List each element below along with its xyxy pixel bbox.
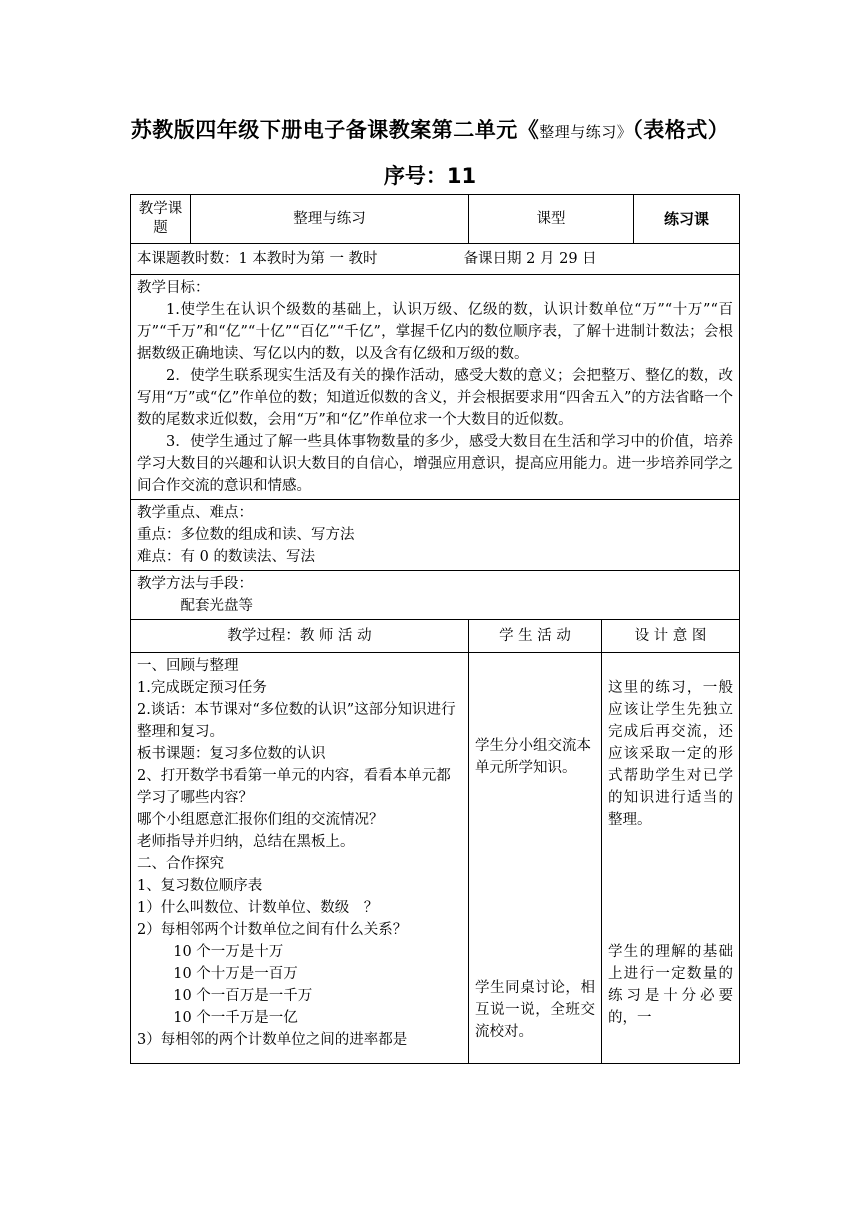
- design-block: 学生的理解的基础上进行一定数量的练习是十分必要的，一: [608, 944, 733, 1026]
- title-suffix: （表格式）: [632, 118, 730, 142]
- teacher-line: 1、复习数位顺序表: [137, 878, 263, 894]
- teacher-line: 2）每相邻两个计数单位之间有什么关系？: [137, 922, 408, 938]
- student-block: 学生分小组交流本单元所学知识。: [475, 738, 591, 776]
- objective-item: 3．使学生通过了解一些具体事物数量的多少，感受大数目在生活和学习中的价值，培养学习大数目的兴趣和认识大数目的自信心，增强应用意识，提高应用能力。进一步培养同学之间合作交流的意识和情感。: [137, 434, 733, 494]
- teacher-line: 哪个小组愿意汇报你们组的交流情况？: [137, 812, 384, 828]
- objectives-row: [131, 275, 740, 500]
- type-value: 练习课: [634, 195, 740, 244]
- process-body-row: [131, 653, 740, 1064]
- header-row: [131, 195, 740, 244]
- design-intent-header: 设 计 意 图: [602, 620, 740, 653]
- methods-value: 配套光盘等: [180, 598, 253, 614]
- teacher-line: 板书课题：复习多位数的认识: [137, 746, 326, 762]
- teacher-line: 一、回顾与整理: [137, 658, 239, 674]
- document-title: [0, 114, 860, 144]
- objectives-label: 教学目标：: [137, 280, 210, 296]
- topic-value: 整理与练习: [191, 195, 469, 244]
- lesson-plan-table: [130, 194, 740, 1064]
- teacher-line: 10 个十万是一百万: [173, 966, 298, 982]
- date-line: 备课日期 2 月 29 日: [463, 251, 597, 267]
- student-block: 学生同桌讨论，相互说一说，全班交流校对。: [475, 980, 595, 1040]
- design-intent-cell: [602, 653, 740, 1064]
- key-point: 重点：多位数的组成和读、写方法: [137, 527, 355, 543]
- teacher-activity-header: 教学过程：教 师 活 动: [131, 620, 469, 653]
- design-block: 这里的练习，一般应该让学生先独立完成后再交流，还应该采取一定的形式帮助学生对已学的知识进行适当的整理。: [608, 680, 733, 828]
- objective-item: 2．使学生联系现实生活及有关的操作活动，感受大数的意义；会把整万、整亿的数，改写用“万”或“亿”作单位的数；知道近似数的含义，并会根据要求用“四舍五入”的方法省略一个数的尾数求近似数，会用“万”和“亿”作单位求一个大数目的近似数。: [137, 368, 733, 428]
- key-points-label: 教学重点、难点：: [137, 505, 253, 521]
- teacher-line: 10 个一百万是一千万: [173, 988, 313, 1004]
- serial-number: 序号：11: [383, 164, 477, 188]
- teacher-line: 10 个一万是十万: [173, 944, 284, 960]
- type-label: 课型: [469, 195, 634, 244]
- hours-line: 本课题教时数：1 本教时为第 一 教时: [137, 251, 378, 267]
- title-lesson: 整理与练习》: [539, 123, 633, 141]
- process-header-row: [131, 620, 740, 653]
- teacher-line: 二、合作探究: [137, 856, 224, 872]
- difficult-point: 难点：有 0 的数读法、写法: [137, 549, 315, 565]
- teacher-activity-cell: [131, 653, 469, 1064]
- student-activity-header: 学 生 活 动: [469, 620, 602, 653]
- topic-label: 教学课题: [131, 195, 191, 244]
- teacher-line: 1.完成既定预习任务: [137, 680, 267, 696]
- teacher-line: 2.谈话：本节课对“多位数的认识”这部分知识进行整理和复习。: [137, 702, 456, 740]
- hours-row: [131, 244, 740, 275]
- teacher-line: 3）每相邻的两个计数单位之间的进率都是: [137, 1032, 408, 1048]
- teacher-line: 老师指导并归纳，总结在黑板上。: [137, 834, 355, 850]
- objective-item: 1.使学生在认识个级数的基础上，认识万级、亿级的数，认识计数单位“万”“十万”“百万”“千万”和“亿”“十亿”“百亿”“千亿”，掌握千亿内的数位顺序表，了解十进制计数法；会根据数级正确地读、写亿以内的数，以及含有亿级和万级的数。: [137, 302, 733, 362]
- title-main: 苏教版四年级下册电子备课教案第二单元《: [130, 118, 540, 142]
- teacher-line: 1）什么叫数位、计数单位、数级 ？: [137, 900, 379, 916]
- student-activity-cell: [469, 653, 602, 1064]
- methods-label: 教学方法与手段：: [137, 576, 253, 592]
- key-points-row: [131, 500, 740, 571]
- methods-row: [131, 571, 740, 620]
- teacher-line: 2、打开数学书看第一单元的内容，看看本单元都学习了哪些内容？: [137, 768, 451, 806]
- teacher-line: 10 个一千万是一亿: [173, 1010, 298, 1026]
